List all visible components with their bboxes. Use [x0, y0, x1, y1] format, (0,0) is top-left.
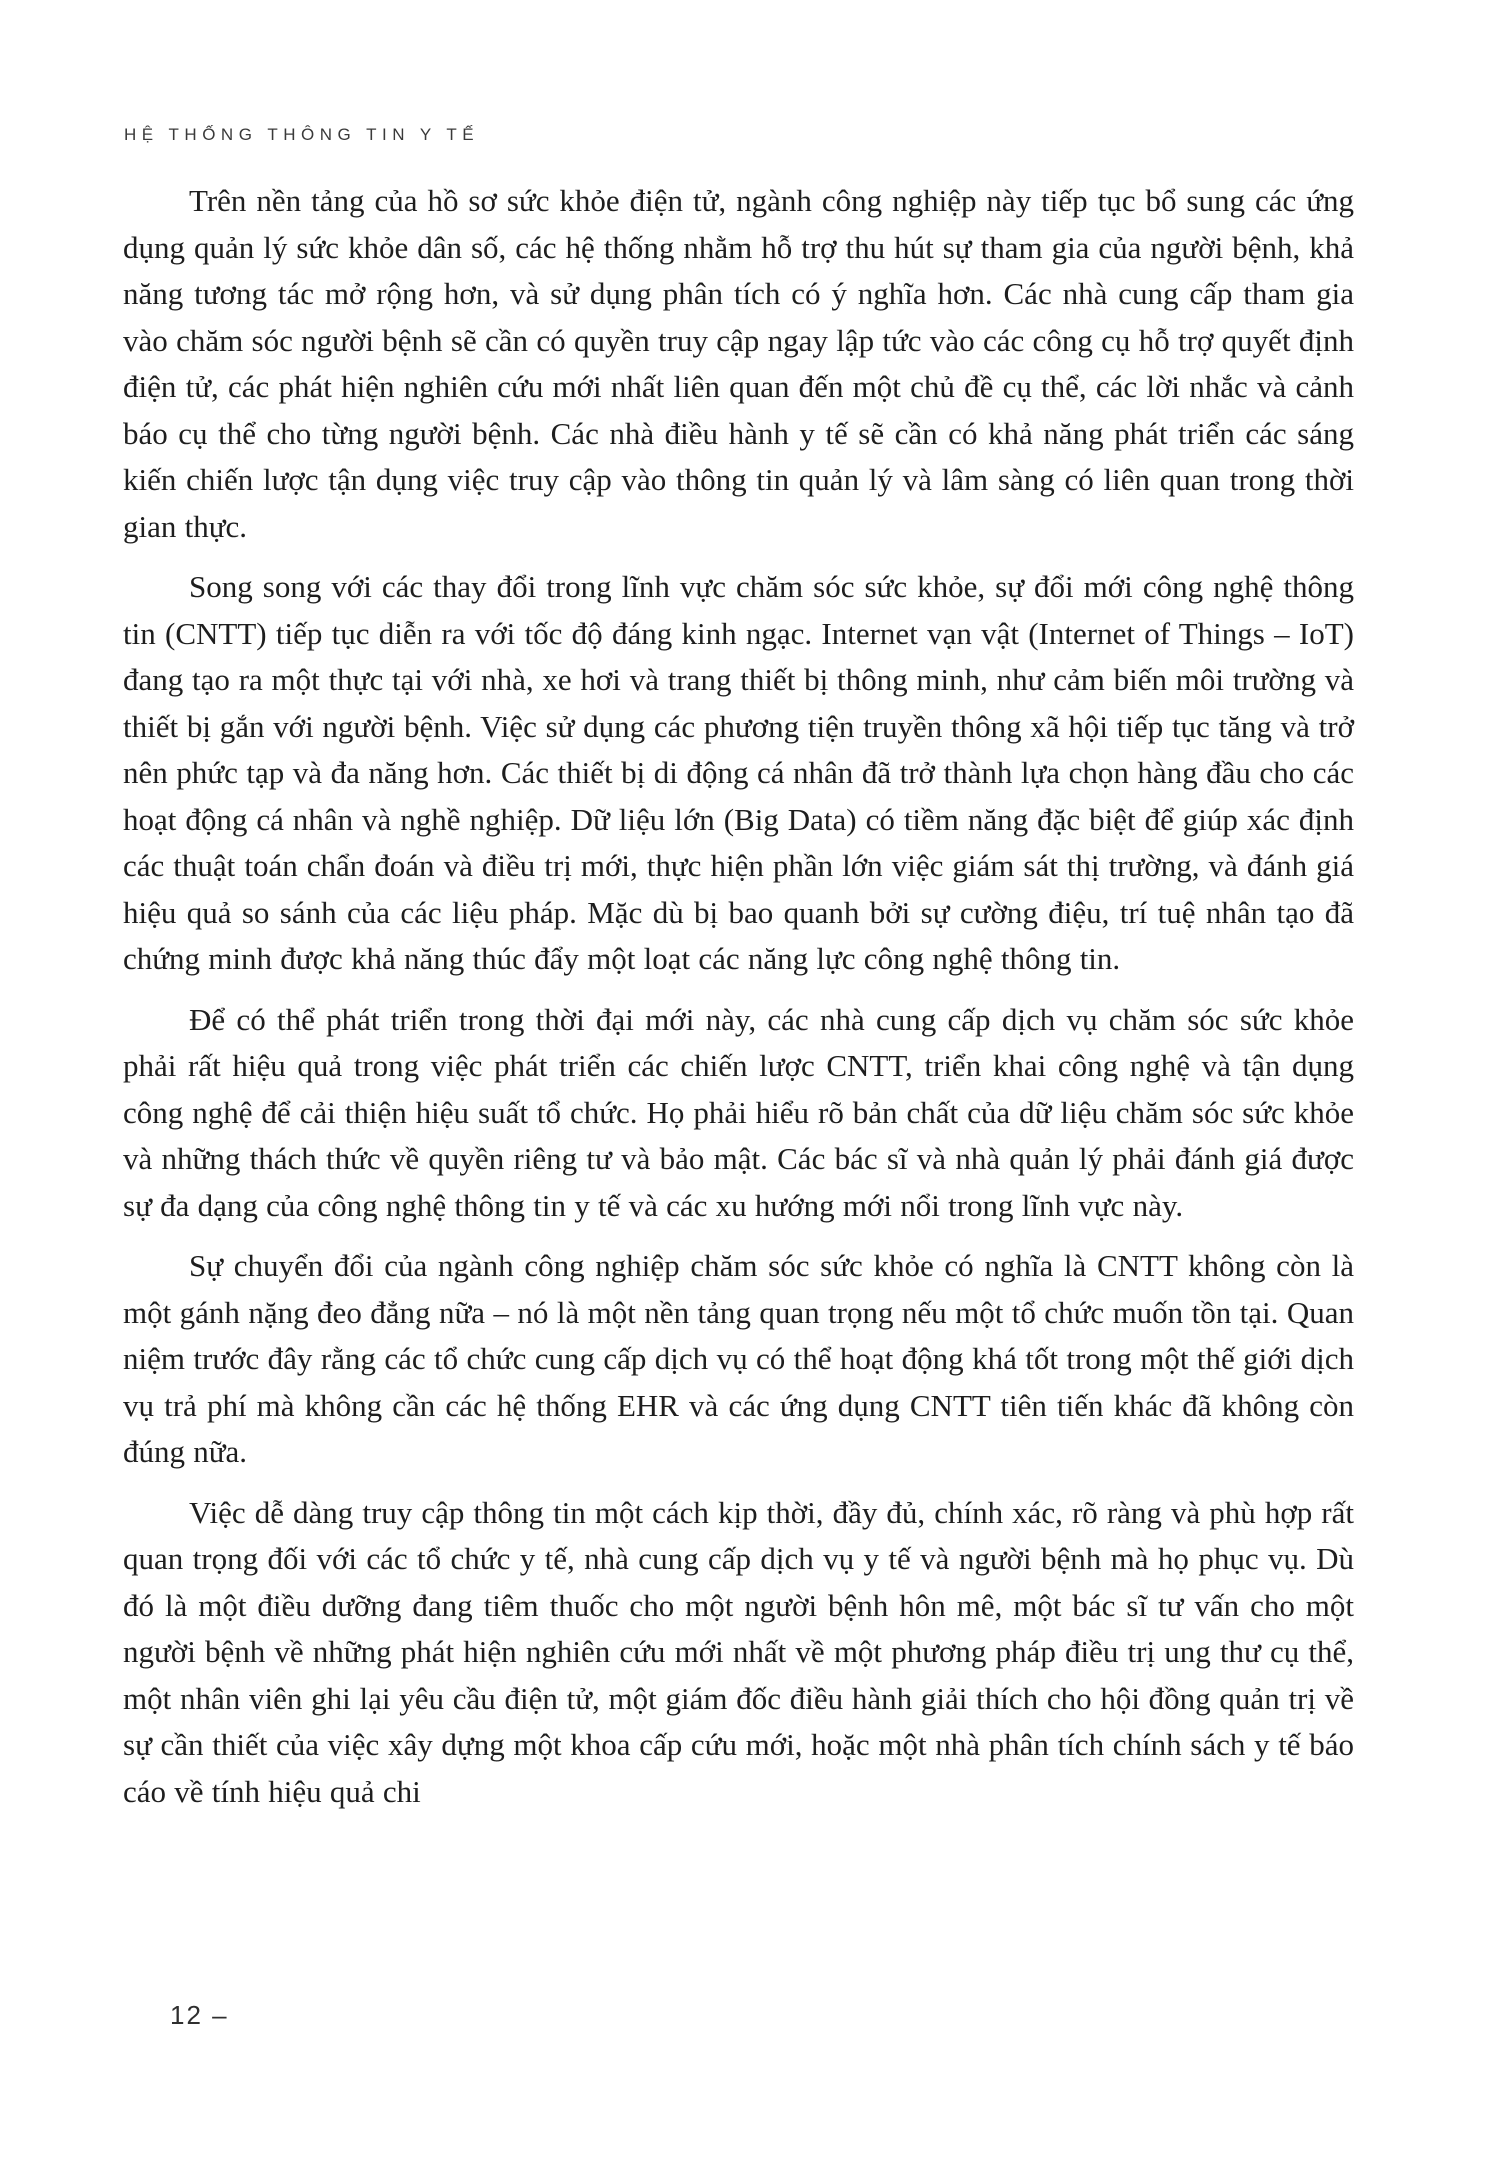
- body-paragraph: Sự chuyển đổi của ngành công nghiệp chăm sóc sức khỏe có nghĩa là CNTT không còn là một gánh nặng đeo đẳng nữa – nó là một nền tảng quan trọng nếu một tổ chức muốn tồn tại. Quan niệm trước đây rằng các tổ chức cung cấp dịch vụ có thể hoạt động khá tốt trong một thế giới dịch vụ trả phí mà không cần các hệ thống EHR và các ứng dụng CNTT tiên tiến khác đã không còn đúng nữa.: [123, 1248, 1354, 1469]
- body-paragraph: Trên nền tảng của hồ sơ sức khỏe điện tử, ngành công nghiệp này tiếp tục bổ sung các ứng dụng quản lý sức khỏe dân số, các hệ thống nhằm hỗ trợ thu hút sự tham gia của người bệnh, khả năng tương tác mở rộng hơn, và sử dụng phân tích có ý nghĩa hơn. Các nhà cung cấp tham gia vào chăm sóc người bệnh sẽ cần có quyền truy cập ngay lập tức vào các công cụ hỗ trợ quyết định điện tử, các phát hiện nghiên cứu mới nhất liên quan đến một chủ đề cụ thể, các lời nhắc và cảnh báo cụ thể cho từng người bệnh. Các nhà điều hành y tế sẽ cần có khả năng phát triển các sáng kiến chiến lược tận dụng việc truy cập vào thông tin quản lý và lâm sàng có liên quan trong thời gian thực.: [123, 183, 1354, 544]
- body-paragraph: Để có thể phát triển trong thời đại mới này, các nhà cung cấp dịch vụ chăm sóc sức khỏe phải rất hiệu quả trong việc phát triển các chiến lược CNTT, triển khai công nghệ và tận dụng công nghệ để cải thiện hiệu suất tổ chức. Họ phải hiểu rõ bản chất của dữ liệu chăm sóc sức khỏe và những thách thức về quyền riêng tư và bảo mật. Các bác sĩ và nhà quản lý phải đánh giá được sự đa dạng của công nghệ thông tin y tế và các xu hướng mới nổi trong lĩnh vực này.: [123, 1001, 1354, 1223]
- running-header: HỆ THỐNG THÔNG TIN Y TẾ: [124, 125, 480, 144]
- page-body: [123, 178, 1354, 1829]
- body-paragraph: Song song với các thay đổi trong lĩnh vực chăm sóc sức khỏe, sự đổi mới công nghệ thông tin (CNTT) tiếp tục diễn ra với tốc độ đáng kinh ngạc. Internet vạn vật (Internet of Things – IoT) đang tạo ra một thực tại với nhà, xe hơi và trang thiết bị thông minh, như cảm biến môi trường và thiết bị gắn với người bệnh. Việc sử dụng các phương tiện truyền thông xã hội tiếp tục tăng và trở nên phức tạp và đa năng hơn. Các thiết bị di động cá nhân đã trở thành lựa chọn hàng đầu cho các hoạt động cá nhân và nghề nghiệp. Dữ liệu lớn (Big Data) có tiềm năng đặc biệt để giúp xác định các thuật toán chẩn đoán và điều trị mới, thực hiện phần lớn việc giám sát thị trường, và đánh giá hiệu quả so sánh của các liệu pháp. Mặc dù bị bao quanh bởi sự cường điệu, trí tuệ nhân tạo đã chứng minh được khả năng thúc đẩy một loạt các năng lực công nghệ thông tin.: [123, 569, 1354, 976]
- body-paragraph: Việc dễ dàng truy cập thông tin một cách kịp thời, đầy đủ, chính xác, rõ ràng và phù hợp rất quan trọng đối với các tổ chức y tế, nhà cung cấp dịch vụ y tế và người bệnh mà họ phục vụ. Dù đó là một điều dưỡng đang tiêm thuốc cho một người bệnh hôn mê, một bác sĩ tư vấn cho một người bệnh về những phát hiện nghiên cứu mới nhất về một phương pháp điều trị ung thư cụ thể, một nhân viên ghi lại yêu cầu điện tử, một giám đốc điều hành giải thích cho hội đồng quản trị về sự cần thiết của việc xây dựng một khoa cấp cứu mới, hoặc một nhà phân tích chính sách y tế báo cáo về tính hiệu quả chi: [123, 1494, 1354, 1809]
- page-number: 12 –: [170, 2000, 229, 2030]
